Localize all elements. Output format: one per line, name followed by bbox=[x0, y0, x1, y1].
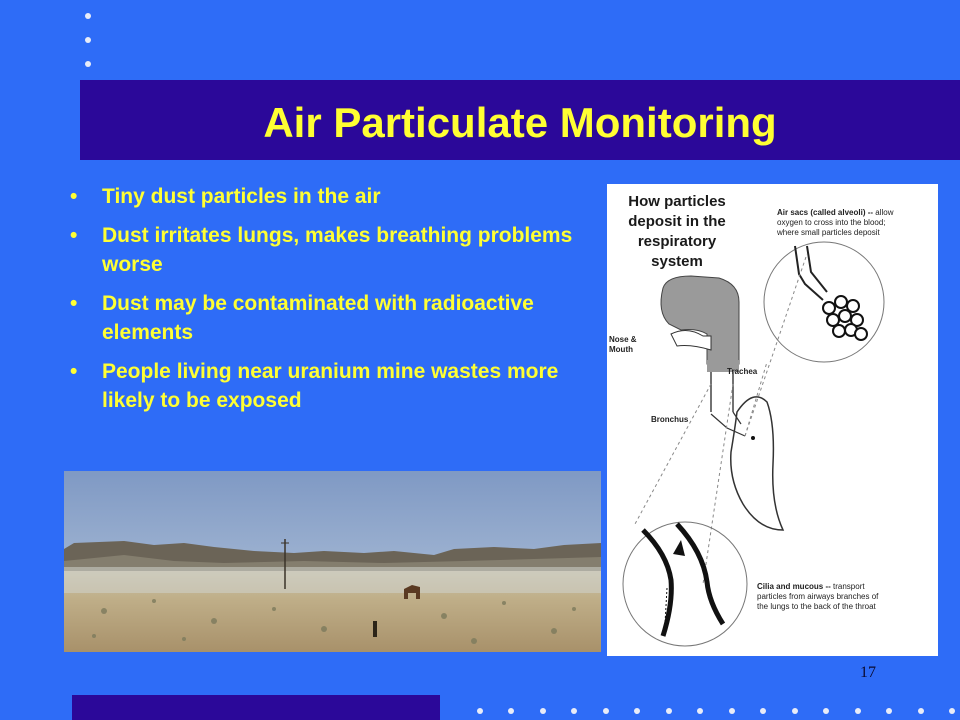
decor-dot bbox=[729, 708, 735, 714]
bullet-item bbox=[60, 289, 600, 347]
decor-dot bbox=[792, 708, 798, 714]
decor-dot bbox=[571, 708, 577, 714]
decor-dot bbox=[477, 708, 483, 714]
respiratory-diagram bbox=[607, 184, 938, 656]
bullet-text: Tiny dust particles in the air bbox=[102, 185, 381, 208]
landscape-photo bbox=[64, 471, 601, 652]
landscape-image bbox=[64, 471, 601, 652]
decor-dot bbox=[508, 708, 514, 714]
bullet-item bbox=[60, 221, 600, 279]
svg-text:Cilia and mucous -- transport bbox=[757, 582, 865, 591]
slide-number: 17 bbox=[860, 664, 876, 681]
bullet-list bbox=[60, 182, 600, 425]
cilia-text: the lungs to the back of the throat bbox=[757, 602, 876, 611]
alveoli-label: Air sacs (called alveoli) -- bbox=[777, 208, 874, 217]
svg-text:Air sacs (called alveoli) -- a bbox=[777, 208, 894, 217]
decor-dot bbox=[85, 13, 91, 19]
decor-dot bbox=[855, 708, 861, 714]
decor-dot bbox=[949, 708, 955, 714]
decor-dot bbox=[85, 37, 91, 43]
bullet-glyph: • bbox=[70, 360, 78, 383]
alveoli-text: where small particles deposit bbox=[777, 228, 880, 237]
cilia-text: particles from airways branches of bbox=[757, 592, 879, 601]
decor-dot bbox=[760, 708, 766, 714]
bullet-item bbox=[60, 182, 600, 211]
decor-dot bbox=[918, 708, 924, 714]
diagram-heading-line: deposit in the bbox=[628, 213, 726, 230]
diagram-heading-line: system bbox=[651, 253, 703, 270]
decor-dot bbox=[540, 708, 546, 714]
decor-dot bbox=[666, 708, 672, 714]
bullet-glyph: • bbox=[70, 224, 78, 247]
bullet-text: People living near uranium mine wastes more likely to be exposed bbox=[102, 360, 559, 412]
decor-dot bbox=[823, 708, 829, 714]
bullet-text: Dust may be contaminated with radioactive elements bbox=[102, 292, 534, 344]
decor-dot bbox=[634, 708, 640, 714]
title-bar bbox=[80, 80, 960, 160]
decor-dot bbox=[85, 61, 91, 67]
slide-title: Air Particulate Monitoring bbox=[263, 99, 777, 146]
bullet-item bbox=[60, 357, 600, 415]
cilia-label: Cilia and mucous -- bbox=[757, 582, 831, 591]
decor-dot bbox=[603, 708, 609, 714]
cilia-text: transport bbox=[830, 582, 865, 591]
decor-dot bbox=[886, 708, 892, 714]
bullet-glyph: • bbox=[70, 185, 78, 208]
nose-mouth-label: Mouth bbox=[609, 345, 633, 354]
footer-bar bbox=[72, 695, 440, 720]
respiratory-diagram-image bbox=[607, 184, 938, 656]
decor-dot bbox=[697, 708, 703, 714]
alveoli-text: allow bbox=[873, 208, 894, 217]
diagram-heading-line: How particles bbox=[628, 193, 726, 210]
bullet-text: Dust irritates lungs, makes breathing problems worse bbox=[102, 224, 573, 276]
bronchus-label: Bronchus bbox=[651, 415, 689, 424]
bullet-glyph: • bbox=[70, 292, 78, 315]
alveoli-text: oxygen to cross into the blood; bbox=[777, 218, 886, 227]
trachea-label: Trachea bbox=[727, 367, 758, 376]
nose-mouth-label: Nose & bbox=[609, 335, 637, 344]
diagram-heading-line: respiratory bbox=[637, 233, 717, 250]
